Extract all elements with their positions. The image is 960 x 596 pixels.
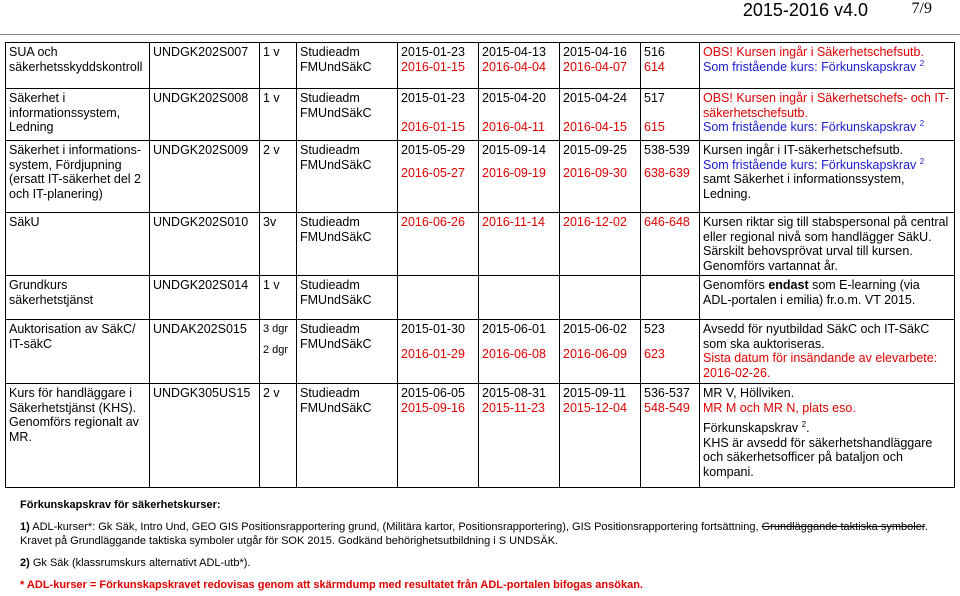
course-length: 1 v bbox=[260, 89, 297, 141]
course-name: Grundkurs säkerhetstjänst bbox=[6, 276, 150, 320]
course-organizer: Studieadm FMUndSäkC bbox=[297, 276, 398, 320]
course-number: 646-648 bbox=[641, 213, 700, 276]
course-code: UNDAK202S015 bbox=[150, 320, 260, 384]
course-number: 516 614 bbox=[641, 43, 700, 89]
date-cell bbox=[398, 276, 479, 320]
page-number: 7/9 bbox=[911, 0, 932, 17]
date-cell: 2015-01-23 2016-01-15 bbox=[398, 43, 479, 89]
table-row bbox=[6, 384, 955, 488]
course-name: Kurs för handläggare i Säkerhetstjänst (KHS). Genomförs regionalt av MR. bbox=[6, 384, 150, 488]
date-cell: 2015-09-11 2015-12-04 bbox=[560, 384, 641, 488]
date-cell bbox=[560, 276, 641, 320]
course-code: UNDGK202S009 bbox=[150, 141, 260, 213]
course-organizer: Studieadm FMUndSäkC bbox=[297, 213, 398, 276]
course-length: 2 v bbox=[260, 141, 297, 213]
date-cell: 2016-12-02 bbox=[560, 213, 641, 276]
course-code: UNDGK202S010 bbox=[150, 213, 260, 276]
date-cell bbox=[479, 276, 560, 320]
prerequisite-item-1: 1) ADL-kurser*: Gk Säk, Intro Und, GEO GIS Positionsrapportering grund, (Militära kartor, Positionsrapportering), GIS Positionsrapportering fortsättning, Grundläggande taktiska symboler. Kravet på Grundläggande taktiska symboler utgår för SOK 2015. Godkänd behörighetsutbildning i S UNDSÄK. bbox=[20, 521, 928, 547]
course-number: 536-537 548-549 bbox=[641, 384, 700, 488]
course-organizer: Studieadm FMUndSäkC bbox=[297, 320, 398, 384]
course-number bbox=[641, 276, 700, 320]
date-cell: 2015-04-20 2016-04-11 bbox=[479, 89, 560, 141]
table-row bbox=[6, 320, 955, 384]
course-note: OBS! Kursen ingår i Säkerhetschefs- och IT-säkerhetschefsutb. Som fristående kurs: Förkunskapskrav $^2$ bbox=[700, 89, 955, 141]
course-name: Auktorisation av SäkC/ IT-säkC bbox=[6, 320, 150, 384]
date-cell: 2015-05-29 2016-05-27 bbox=[398, 141, 479, 213]
course-length: 1 v bbox=[260, 276, 297, 320]
date-cell: 2015-04-24 2016-04-15 bbox=[560, 89, 641, 141]
course-organizer: Studieadm FMUndSäkC bbox=[297, 384, 398, 488]
course-number: 538-539 638-639 bbox=[641, 141, 700, 213]
course-note: OBS! Kursen ingår i Säkerhetschefsutb. Som fristående kurs: Förkunskapskrav $^2$ bbox=[700, 43, 955, 89]
table-row bbox=[6, 276, 955, 320]
date-cell: 2016-06-26 bbox=[398, 213, 479, 276]
course-name: SäkU bbox=[6, 213, 150, 276]
date-cell: 2015-04-13 2016-04-04 bbox=[479, 43, 560, 89]
course-code: UNDGK202S007 bbox=[150, 43, 260, 89]
course-code: UNDGK202S008 bbox=[150, 89, 260, 141]
table-row bbox=[6, 89, 955, 141]
course-organizer: Studieadm FMUndSäkC bbox=[297, 141, 398, 213]
page-header bbox=[0, 0, 960, 36]
date-cell: 2015-09-14 2016-09-19 bbox=[479, 141, 560, 213]
date-cell: 2016-11-14 bbox=[479, 213, 560, 276]
course-organizer: Studieadm FMUndSäkC bbox=[297, 43, 398, 89]
header-divider bbox=[0, 34, 960, 35]
date-cell: 2015-08-31 2015-11-23 bbox=[479, 384, 560, 488]
course-code: UNDGK305US15 bbox=[150, 384, 260, 488]
date-cell: 2015-01-23 2016-01-15 bbox=[398, 89, 479, 141]
course-note: Avsedd för nyutbildad SäkC och IT-SäkC som ska auktoriseras. Sista datum för insändande av elevarbete: 2016-02-26. bbox=[700, 320, 955, 384]
course-note: MR V, Höllviken. MR M och MR N, plats eso. Förkunskapskrav $^2$. KHS är avsedd för säkerhetshandläggare och säkerhetsofficer på bataljon och kompani. bbox=[700, 384, 955, 488]
course-length: 1 v bbox=[260, 43, 297, 89]
course-code: UNDGK202S014 bbox=[150, 276, 260, 320]
date-cell: 2015-06-05 2015-09-16 bbox=[398, 384, 479, 488]
prerequisites-footer bbox=[20, 498, 950, 592]
course-number: 523 623 bbox=[641, 320, 700, 384]
date-cell: 2015-06-01 2016-06-08 bbox=[479, 320, 560, 384]
table-row bbox=[6, 43, 955, 89]
document-version-title: 2015-2016 v4.0 bbox=[742, 0, 868, 20]
table-row bbox=[6, 141, 955, 213]
prerequisites-heading: Förkunskapskrav för säkerhetskurser: bbox=[20, 499, 221, 511]
course-name: Säkerhet i informationssystem, Ledning bbox=[6, 89, 150, 141]
course-name: Säkerhet i informations-system, Fördjupning (ersatt IT-säkerhet del 2 och IT-planering) bbox=[6, 141, 150, 213]
course-schedule-table bbox=[5, 42, 955, 488]
course-length: 3 dgr 2 dgr bbox=[260, 320, 297, 384]
course-name: SUA och säkerhetsskyddskontroll bbox=[6, 43, 150, 89]
course-length: 3v bbox=[260, 213, 297, 276]
course-note: Kursen riktar sig till stabspersonal på central eller regional nivå som handlägger SäkU. Särskilt behovsprövat urval till kursen. Genomförs vartannat år. bbox=[700, 213, 955, 276]
course-length: 2 v bbox=[260, 384, 297, 488]
adl-note: * ADL-kurser = Förkunskapskravet redovisas genom att skärmdump med resultatet från ADL-portalen bifogas ansökan. bbox=[20, 579, 643, 591]
course-organizer: Studieadm FMUndSäkC bbox=[297, 89, 398, 141]
table-row bbox=[6, 213, 955, 276]
prerequisite-item-2: 2) Gk Säk (klassrumskurs alternativt ADL-utb*). bbox=[20, 557, 251, 569]
date-cell: 2015-09-25 2016-09-30 bbox=[560, 141, 641, 213]
date-cell: 2015-01-30 2016-01-29 bbox=[398, 320, 479, 384]
course-note: Kursen ingår i IT-säkerhetschefsutb. Som fristående kurs: Förkunskapskrav $^2$ samt Säkerhet i informationssystem, Ledning. bbox=[700, 141, 955, 213]
course-number: 517 615 bbox=[641, 89, 700, 141]
course-note: Genomförs endast som E-learning (via ADL-portalen i emilia) fr.o.m. VT 2015. bbox=[700, 276, 955, 320]
date-cell: 2015-06-02 2016-06-09 bbox=[560, 320, 641, 384]
date-cell: 2015-04-16 2016-04-07 bbox=[560, 43, 641, 89]
